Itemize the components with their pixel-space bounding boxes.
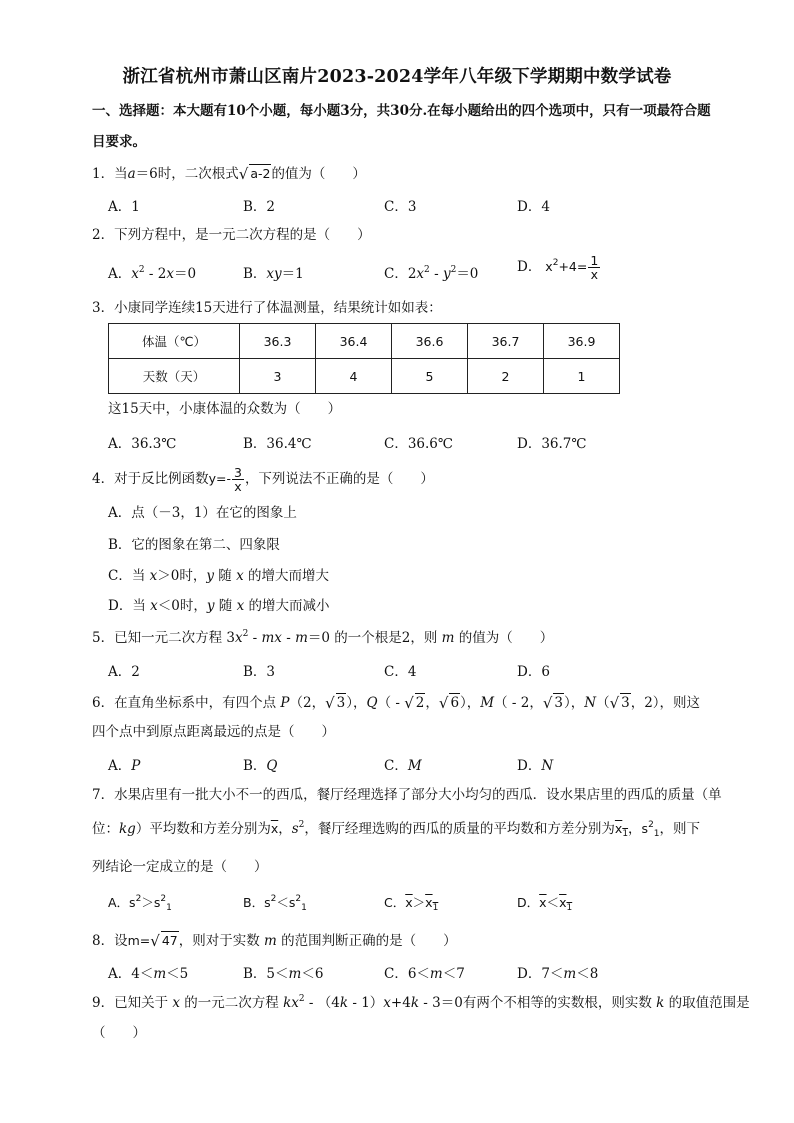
question-9-line2: （ ） — [92, 1025, 146, 1041]
question-4: 4．对于反比例函数y=- $\frac{3}{x}$ ，下列说法不正确的是（ ） — [92, 465, 434, 494]
table-cell: 5 — [392, 359, 468, 394]
page-title: 浙江省杭州市萧山区南片2023-2024学年八年级下学期期中数学试卷 — [122, 67, 672, 87]
option-b: B．36.4℃ — [243, 436, 312, 452]
section-heading-line2: 目要求。 — [92, 134, 146, 150]
question-3: 3．小康同学连续15天进行了体温测量，结果统计如如表： — [92, 300, 442, 316]
question-6-options — [108, 754, 748, 772]
table-cell: 36.7 — [468, 324, 544, 359]
option-d: D．36.7℃ — [517, 436, 587, 452]
table-cell: 2 — [468, 359, 544, 394]
option-a: A．2 — [108, 664, 140, 680]
table-cell: 4 — [316, 359, 392, 394]
question-3-options — [108, 432, 748, 450]
temperature-table — [108, 323, 620, 394]
question-7-line1: 7．水果店里有一批大小不一的西瓜，餐厅经理选择了部分大小均匀的西瓜．设水果店里的西瓜的质量（单 — [92, 787, 722, 803]
option-b: B．3 — [243, 664, 276, 680]
option-a: A．1 — [108, 199, 140, 215]
option-a: A．36.3℃ — [108, 436, 177, 452]
table-cell: 体温（℃） — [109, 324, 240, 359]
question-7-options — [108, 893, 748, 911]
question-7-line2: 位：kg）平均数和方差分别为$\overline{x}$，$s^2$，餐厅经理选购的西瓜的质量的平均数和方差分别为$x_1$，$s^2_1$，则下 — [92, 820, 701, 839]
question-5: 5．已知一元二次方程 $3x^2$ - mx - m＝0 的一个根是2，则 m 的值为（ ） — [92, 629, 554, 646]
option-d: D．6 — [517, 664, 550, 680]
table-cell: 36.4 — [316, 324, 392, 359]
table-cell: 36.9 — [544, 324, 620, 359]
question-4-option-d: D．当 x＜0时，y 随 x 的增大而减小 — [108, 598, 330, 614]
question-6-line1: 6．在直角坐标系中，有四个点 P（2，√ 3），Q（ - √ 2，√ 6），M（ - 2，√ 3），N（√ 3，2），则这 — [92, 694, 701, 712]
table-row — [109, 324, 620, 359]
table-cell: 1 — [544, 359, 620, 394]
option-c: C．36.6℃ — [384, 436, 453, 452]
question-5-options — [108, 660, 748, 678]
option-c: C．4 — [384, 664, 417, 680]
table-cell: 3 — [240, 359, 316, 394]
option-c: C．6＜m＜7 — [384, 966, 465, 982]
option-a: A．P — [108, 758, 141, 774]
question-9-line1: 9．已知关于 x 的一元二次方程 $kx^2 - (4k - 1)x+4k - 3=0$有两个不相等的实数根，则实数 k 的取值范围是 — [92, 994, 750, 1011]
option-a: A．$x^2 - 2x=0$ — [108, 265, 197, 282]
option-b: B．xy＝1 — [243, 266, 304, 282]
option-b: B．$s^2<s^2_1$ — [243, 894, 307, 913]
option-c: C．$\overline{x}>x_1$ — [384, 895, 439, 913]
option-d: D．4 — [517, 199, 550, 215]
question-2-options — [108, 253, 748, 282]
option-c: C．$2x^2 - y^2=0$ — [384, 265, 479, 282]
question-2: 2．下列方程中，是一元二次方程的是（ ） — [92, 227, 371, 243]
table-cell: 36.3 — [240, 324, 316, 359]
option-d: D．7＜m＜8 — [517, 966, 599, 982]
question-6-line2: 四个点中到原点距离最远的点是（ ） — [92, 724, 335, 740]
table-row — [109, 359, 620, 394]
table-cell: 天数（天） — [109, 359, 240, 394]
question-3-prompt: 这15天中，小康体温的众数为（ ） — [108, 401, 342, 417]
question-1-options — [108, 195, 748, 213]
question-8: 8．设m=√ 47，则对于实数 m 的范围判断正确的是（ ） — [92, 932, 457, 950]
option-d: D．N — [517, 758, 554, 774]
option-d: D． $x^2+4=$ $\frac{1}{x}$ — [517, 253, 599, 282]
section-heading-line1: 一、选择题：本大题有10个小题，每小题3分，共30分.在每小题给出的四个选项中，只有一项最符合题 — [92, 103, 711, 119]
option-d: D．$\overline{x}<x_1$ — [517, 895, 573, 913]
option-b: B．2 — [243, 199, 276, 215]
question-4-option-b: B．它的图象在第二、四象限 — [108, 537, 280, 553]
question-8-options — [108, 962, 748, 980]
question-4-option-c: C．当 x＞0时，y 随 x 的增大而增大 — [108, 568, 329, 584]
question-1: 1．当a＝6时，二次根式√ a-2的值为（ ） — [92, 165, 366, 183]
option-b: B．5＜m＜6 — [243, 966, 324, 982]
option-c: C．3 — [384, 199, 417, 215]
option-c: C．M — [384, 758, 422, 774]
option-a: A．$s^2>s^2_1$ — [108, 894, 172, 913]
table-cell: 36.6 — [392, 324, 468, 359]
option-a: A．4＜m＜5 — [108, 966, 189, 982]
question-7-line3: 列结论一定成立的是（ ） — [92, 859, 268, 875]
option-b: B．Q — [243, 758, 278, 774]
question-4-option-a: A．点（－3，1）在它的图象上 — [108, 505, 297, 521]
